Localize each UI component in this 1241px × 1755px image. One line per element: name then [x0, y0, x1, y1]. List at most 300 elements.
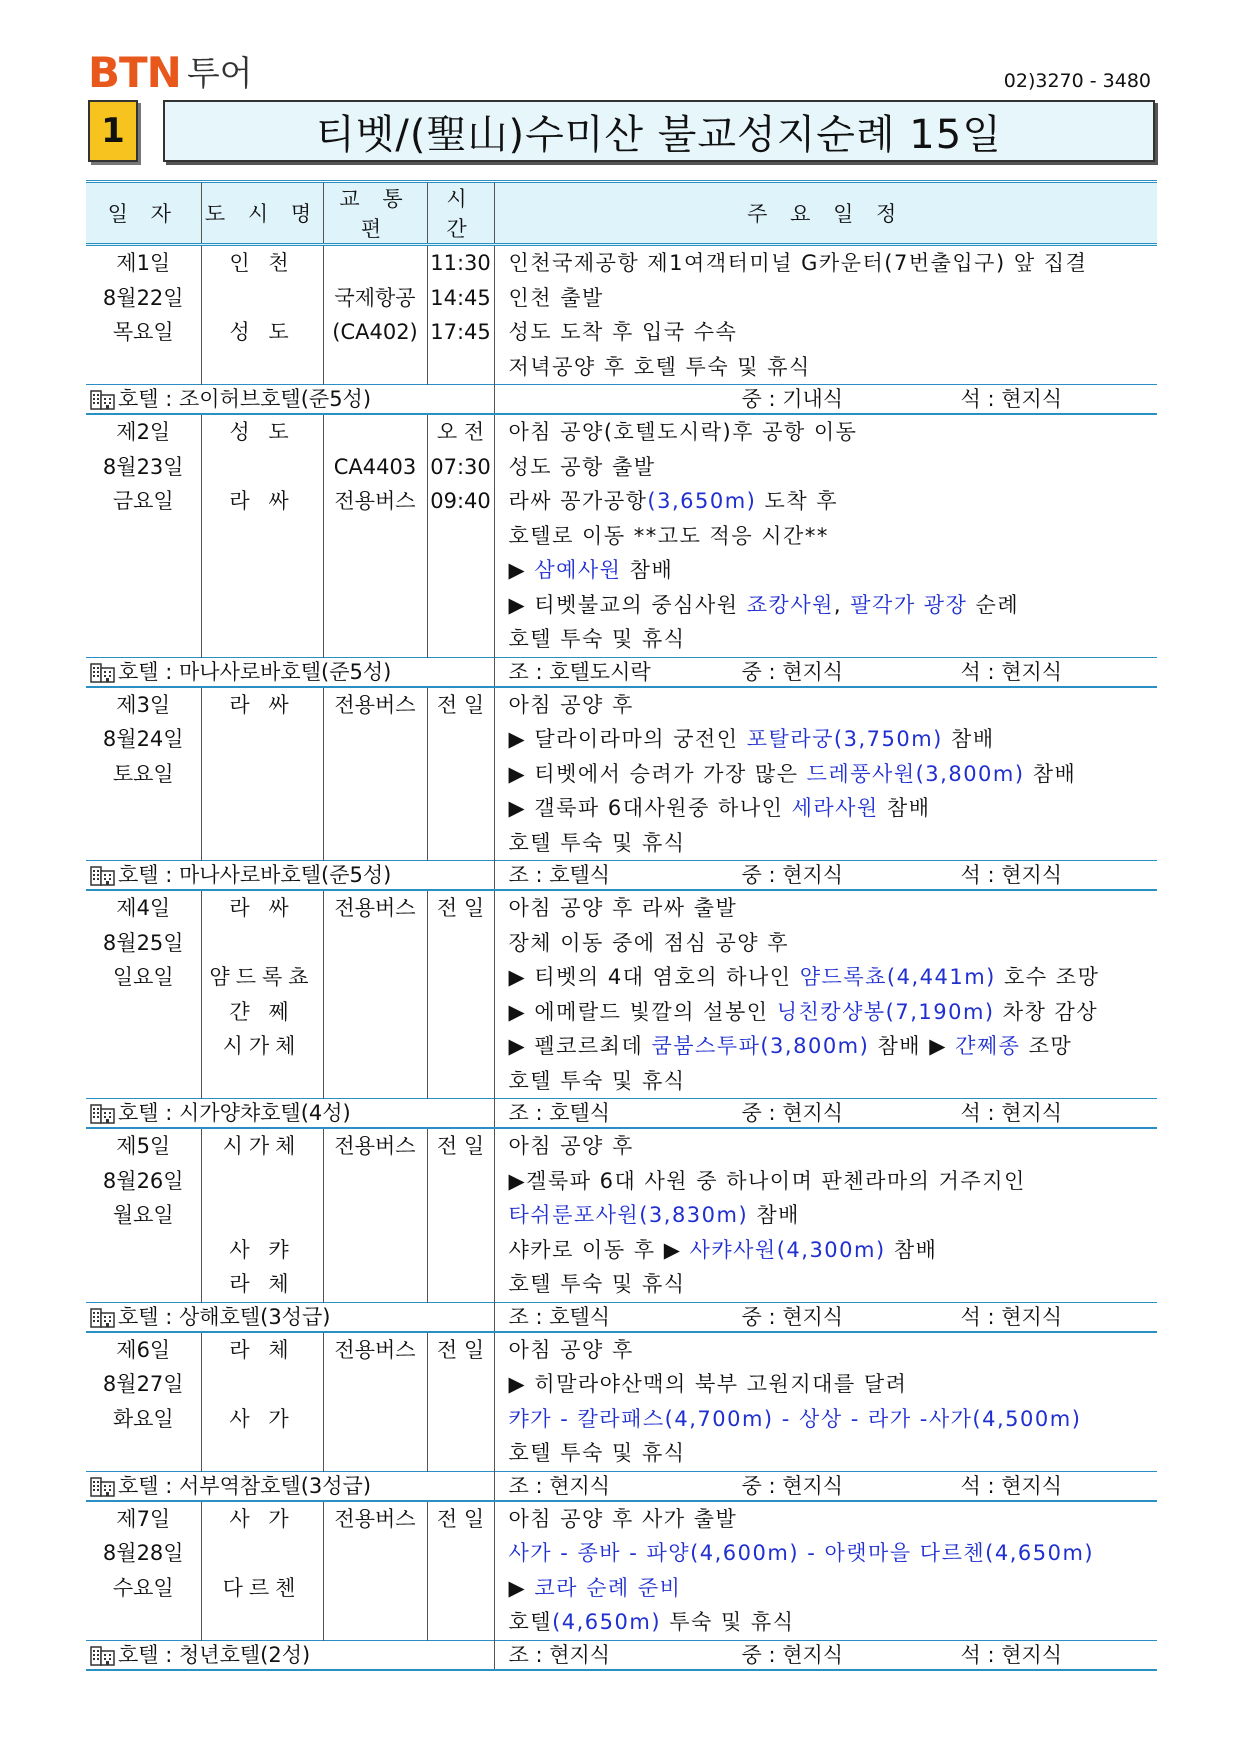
city-cell-line: [202, 926, 323, 961]
transport-cell: [323, 245, 427, 385]
transport-cell-line: [324, 1402, 427, 1437]
highlight-place: 세라사원: [791, 796, 879, 820]
city-cell-line: 인 천: [229, 251, 295, 275]
highlight-place: 갼쩨종: [955, 1034, 1021, 1058]
time-cell-line: [428, 350, 494, 385]
day-row: [86, 1332, 1157, 1472]
schedule-text: ▶ 히말라야산맥의 북부 고원지대를 달려: [508, 1372, 908, 1396]
schedule-line: [495, 995, 1158, 1030]
col-header-city: 도 시 명: [201, 182, 323, 245]
schedule-line: [495, 1064, 1158, 1099]
city-cell: [201, 245, 323, 385]
city-cell-line: [202, 281, 323, 316]
city-cell-line: [202, 826, 323, 861]
highlight-place: 얌드록쵸(4,441m): [799, 965, 996, 989]
date-cell-line: [86, 519, 201, 554]
meal-lunch: 중 : 현지식: [741, 1101, 844, 1125]
time-cell-line: [428, 826, 494, 861]
transport-cell-line: 전용버스: [334, 1337, 416, 1362]
date-cell-line: [86, 553, 201, 588]
transport-cell-line: [324, 1164, 427, 1199]
city-cell-line: 라 체: [229, 1272, 295, 1296]
meal-dinner: 석 : 현지식: [960, 1101, 1063, 1125]
company-logo: [88, 48, 253, 97]
transport-cell-line: [324, 1536, 427, 1571]
date-cell-line: [86, 826, 201, 861]
transport-cell-line: [324, 1267, 427, 1302]
date-cell-line: [86, 791, 201, 826]
schedule-line: [495, 553, 1158, 588]
city-cell: [201, 414, 323, 657]
schedule-text: 아침 공양 후: [508, 1337, 634, 1362]
city-cell: [201, 1501, 323, 1641]
date-cell-line: 제3일: [116, 692, 171, 717]
city-cell-line: 사 가: [229, 1406, 295, 1431]
transport-cell: [323, 1501, 427, 1641]
hotel-name: 호텔 : 상해호텔(3성급): [118, 1304, 331, 1329]
time-cell: [427, 1501, 494, 1641]
city-cell-line: [202, 1064, 323, 1099]
city-cell-line: 갼 쩨: [229, 999, 295, 1024]
time-cell-line: [428, 960, 494, 995]
schedule-text: ▶: [508, 1575, 535, 1600]
meal-breakfast: 조 : 현지식: [508, 1473, 611, 1498]
time-cell-line: 오 전: [436, 420, 485, 444]
hotel-cell: [86, 1099, 494, 1129]
time-cell-line: [428, 553, 494, 588]
meals-cell: [494, 385, 1157, 415]
schedule-line: [495, 826, 1158, 861]
highlight-place: 캬가 - 칼라패스(4,700m) - 상상 - 라가 -사가(4,500m): [508, 1406, 1082, 1431]
schedule-line: [495, 891, 1158, 926]
hotel-name: 호텔 : 시가양챠호텔(4성): [118, 1101, 351, 1125]
highlight-place: 드레풍사원(3,800m): [806, 761, 1025, 786]
transport-cell-line: [324, 1064, 427, 1099]
day-row: [86, 414, 1157, 657]
meal-lunch: 중 : 현지식: [741, 1642, 844, 1667]
transport-cell-line: (CA402): [332, 320, 418, 344]
time-cell-line: [428, 588, 494, 623]
hotel-name: 호텔 : 청년호텔(2성): [118, 1642, 311, 1667]
schedule-text: 호텔 투숙 및 휴식: [508, 627, 686, 651]
hotel-building-icon: [90, 864, 116, 886]
schedule-text: 참배: [878, 796, 931, 820]
hotel-building-icon: [90, 1475, 116, 1497]
day-row: [86, 1128, 1157, 1302]
hotel-meal-row: [86, 861, 1157, 891]
meal-dinner: 석 : 현지식: [960, 1473, 1063, 1498]
schedule-text: 참배: [621, 558, 674, 582]
schedule-text: 투숙 및 휴식: [661, 1610, 795, 1634]
city-cell-line: [202, 1198, 323, 1233]
time-cell-line: [428, 995, 494, 1030]
time-cell-line: [428, 1402, 494, 1437]
hotel-name: 호텔 : 조이허브호텔(준5성): [118, 387, 372, 411]
hotel-cell: [86, 1471, 494, 1501]
transport-cell-line: 전용버스: [334, 1506, 416, 1531]
hotel-meal-row: [86, 385, 1157, 415]
meal-lunch: 중 : 현지식: [741, 1473, 844, 1498]
schedule-text: 참배: [1024, 761, 1077, 786]
schedule-text: 호텔 투숙 및 휴식: [508, 1441, 686, 1465]
date-cell-line: [86, 1233, 201, 1268]
transport-cell-line: [324, 246, 427, 281]
hotel-name: 호텔 : 마나사로바호텔(준5성): [118, 659, 392, 684]
transport-cell: [323, 1128, 427, 1302]
schedule-line: [495, 1436, 1158, 1471]
schedule-line: [495, 1402, 1158, 1437]
hotel-meal-row: [86, 1471, 1157, 1501]
schedule-text: 아침 공양(호텔도시락)후 공항 이동: [508, 420, 858, 444]
hotel-name: 호텔 : 서부역참호텔(3성급): [118, 1473, 372, 1498]
highlight-place: 삼예사원: [534, 558, 622, 582]
schedule-text: 라싸 꽁가공항: [508, 489, 648, 513]
date-cell: [86, 414, 201, 657]
transport-cell-line: 전용버스: [334, 692, 416, 717]
transport-cell-line: 전용버스: [334, 896, 416, 920]
date-cell: [86, 687, 201, 861]
schedule-text: 샤카로 이동 후 ▶: [508, 1237, 690, 1262]
transport-cell-line: 전용버스: [334, 1134, 416, 1158]
schedule-text: 참배: [885, 1237, 938, 1262]
date-cell-line: 제4일: [116, 896, 171, 920]
time-cell-line: [428, 926, 494, 961]
schedule-text: ,: [833, 592, 851, 617]
highlight-place: 쿰붐스투파(3,800m): [651, 1034, 870, 1058]
date-cell-line: 8월26일: [102, 1168, 184, 1193]
schedule-line: [495, 1164, 1158, 1199]
schedule-text: 장체 이동 중에 점심 공양 후: [508, 930, 790, 955]
highlight-place: 팔각가 광장: [850, 592, 968, 617]
transport-cell-line: [324, 1029, 427, 1064]
schedule-line: [495, 246, 1158, 281]
schedule-line: [495, 926, 1158, 961]
schedule-text: 성도 공항 출발: [508, 454, 656, 479]
city-cell-line: [202, 1436, 323, 1471]
meal-dinner: 석 : 현지식: [960, 387, 1063, 411]
meal-lunch: 중 : 현지식: [741, 863, 844, 887]
highlight-place: 타쉬룬포사원(3,830m): [508, 1203, 749, 1227]
schedule-text: 아침 공양 후: [508, 1134, 634, 1158]
hotel-building-icon: [90, 388, 116, 410]
highlight-place: (3,650m): [647, 489, 757, 513]
city-cell-line: 사 가: [229, 1506, 295, 1531]
schedule-text: 호텔로 이동 **고도 적응 시간**: [508, 523, 829, 548]
time-cell-line: [428, 1605, 494, 1640]
highlight-place: 코라 순례 준비: [534, 1575, 682, 1600]
schedule-text: 호텔 투숙 및 휴식: [508, 1068, 686, 1093]
city-cell-line: [202, 588, 323, 623]
city-cell-line: 라 싸: [229, 489, 295, 513]
date-cell-line: 일요일: [112, 965, 174, 989]
date-cell-line: [86, 622, 201, 657]
meals-cell: [494, 1302, 1157, 1332]
hotel-cell: [86, 657, 494, 687]
city-cell-line: [202, 722, 323, 757]
city-cell-line: 라 싸: [229, 896, 295, 920]
highlight-place: 포탈라궁(3,750m): [746, 727, 943, 751]
schedule-text: 호텔 투숙 및 휴식: [508, 830, 686, 855]
schedule-line: [495, 588, 1158, 623]
meal-dinner: 석 : 현지식: [960, 659, 1063, 684]
hotel-cell: [86, 861, 494, 891]
transport-cell: [323, 414, 427, 657]
time-cell-line: [428, 1233, 494, 1268]
hotel-cell: [86, 1640, 494, 1670]
schedule-line: [495, 1605, 1158, 1640]
transport-cell-line: [324, 826, 427, 861]
schedule-text: ▶ 티벳의 4대 염호의 하나인: [508, 965, 800, 989]
transport-cell-line: [324, 350, 427, 385]
date-cell-line: 화요일: [112, 1406, 174, 1431]
time-cell-line: [428, 519, 494, 554]
time-cell-line: [428, 1267, 494, 1302]
meal-lunch: 중 : 현지식: [741, 659, 844, 684]
transport-cell-line: [324, 1571, 427, 1606]
schedule-text: 도착 후: [756, 489, 839, 513]
meal-breakfast: 조 : 현지식: [508, 1642, 611, 1667]
date-cell-line: 토요일: [112, 761, 174, 786]
transport-cell-line: CA4403: [333, 454, 417, 479]
meal-breakfast: 조 : 호텔식: [508, 1304, 611, 1329]
city-cell-line: 성 도: [229, 420, 295, 444]
time-cell-line: [428, 791, 494, 826]
schedule-text: ▶ 펠코르최데: [508, 1034, 652, 1058]
schedule-line: [495, 688, 1158, 723]
transport-cell-line: [324, 1198, 427, 1233]
date-cell-line: 제1일: [116, 251, 171, 275]
hotel-cell: [86, 385, 494, 415]
transport-cell-line: [324, 1436, 427, 1471]
city-cell-line: [202, 622, 323, 657]
transport-cell-line: [324, 553, 427, 588]
meal-breakfast: 조 : 호텔도시락: [508, 659, 651, 684]
transport-cell-line: [324, 960, 427, 995]
date-cell-line: [86, 1605, 201, 1640]
date-cell-line: [86, 1436, 201, 1471]
schedule-line: [495, 1571, 1158, 1606]
city-cell-line: [202, 1164, 323, 1199]
day-row: [86, 1501, 1157, 1641]
date-cell-line: 금요일: [112, 489, 174, 513]
meal-lunch: 중 : 현지식: [741, 1304, 844, 1329]
schedule-text: ▶: [508, 558, 535, 582]
date-cell-line: 제2일: [116, 420, 171, 444]
transport-cell-line: [324, 995, 427, 1030]
schedule-text: ▶ 갤룩파 6대사원중 하나인: [508, 796, 792, 820]
schedule-cell: [494, 890, 1157, 1099]
city-cell-line: [202, 757, 323, 792]
city-cell-line: 라 싸: [229, 692, 295, 717]
time-cell-line: [428, 1164, 494, 1199]
hotel-meal-row: [86, 657, 1157, 687]
schedule-line: [495, 1029, 1158, 1064]
time-cell: [427, 245, 494, 385]
day-row: [86, 890, 1157, 1099]
schedule-line: [495, 1233, 1158, 1268]
meal-dinner: 석 : 현지식: [960, 1304, 1063, 1329]
city-cell: [201, 687, 323, 861]
schedule-line: [495, 757, 1158, 792]
transport-cell-line: [324, 791, 427, 826]
schedule-text: 참배: [748, 1203, 800, 1227]
transport-cell: [323, 687, 427, 861]
schedule-line: [495, 960, 1158, 995]
schedule-text: 호수 조망: [995, 965, 1100, 989]
meals-cell: [494, 861, 1157, 891]
schedule-text: 아침 공양 후 사가 출발: [508, 1506, 738, 1531]
transport-cell-line: [324, 926, 427, 961]
date-cell-line: 8월23일: [102, 454, 184, 479]
city-cell-line: [202, 1367, 323, 1402]
city-cell: [201, 1128, 323, 1302]
hotel-meal-row: [86, 1640, 1157, 1670]
date-cell-line: 월요일: [112, 1203, 174, 1227]
schedule-text: 성도 도착 후 입국 수속: [508, 320, 738, 344]
city-cell-line: 시가체: [222, 1134, 302, 1158]
day-row: [86, 687, 1157, 861]
schedule-line: [495, 315, 1158, 350]
schedule-text: 호텔 투숙 및 휴식: [508, 1272, 686, 1296]
time-cell: [427, 414, 494, 657]
transport-cell-line: [324, 415, 427, 450]
city-cell-line: 다르첸: [222, 1575, 302, 1600]
date-cell-line: 수요일: [112, 1575, 174, 1600]
col-header-transport: 교 통 편: [323, 182, 427, 245]
meal-lunch: 중 : 기내식: [741, 387, 844, 411]
time-cell-line: 14:45: [430, 285, 491, 310]
meals-cell: [494, 1471, 1157, 1501]
itinerary-table: [86, 180, 1157, 1671]
time-cell-line: 07:30: [430, 454, 491, 479]
date-cell-line: 제7일: [116, 1506, 171, 1531]
transport-cell-line: [324, 1367, 427, 1402]
date-cell: [86, 245, 201, 385]
meal-dinner: 석 : 현지식: [960, 1642, 1063, 1667]
col-header-time: 시 간: [427, 182, 494, 245]
time-cell-line: [428, 1198, 494, 1233]
schedule-line: [495, 450, 1158, 485]
col-header-date: 일 자: [86, 182, 201, 245]
city-cell-line: [202, 553, 323, 588]
transport-cell-line: [324, 1233, 427, 1268]
time-cell: [427, 1332, 494, 1472]
schedule-text: 차창 감상: [994, 999, 1099, 1024]
date-cell-line: [86, 1064, 201, 1099]
highlight-place: (4,650m): [552, 1610, 662, 1634]
schedule-line: [495, 1333, 1158, 1368]
table-header-row: [86, 182, 1157, 245]
date-cell-line: [86, 588, 201, 623]
schedule-text: 저녁공양 후 호텔 투숙 및 휴식: [508, 354, 811, 379]
schedule-line: [495, 791, 1158, 826]
meal-dinner: 석 : 현지식: [960, 863, 1063, 887]
meal-breakfast: 조 : 호텔식: [508, 1101, 611, 1125]
transport-cell: [323, 1332, 427, 1472]
schedule-line: [495, 484, 1158, 519]
schedule-text: 아침 공양 후 라싸 출발: [508, 896, 738, 920]
schedule-cell: [494, 1128, 1157, 1302]
schedule-line: [495, 1367, 1158, 1402]
col-header-schedule: 주 요 일 정: [494, 182, 1157, 245]
date-cell-line: 제6일: [116, 1337, 171, 1362]
time-cell-line: [428, 1571, 494, 1606]
time-cell-line: 전 일: [436, 692, 485, 717]
schedule-line: [495, 519, 1158, 554]
hotel-meal-row: [86, 1099, 1157, 1129]
schedule-text: 아침 공양 후: [508, 692, 634, 717]
schedule-line: [495, 415, 1158, 450]
itinerary-number-badge: 1: [88, 100, 138, 162]
date-cell: [86, 1501, 201, 1641]
schedule-text: 순례: [967, 592, 1020, 617]
city-cell: [201, 890, 323, 1099]
schedule-text: ▶ 티벳불교의 중심사원: [508, 592, 747, 617]
city-cell-line: [202, 350, 323, 385]
time-cell-line: [428, 1064, 494, 1099]
time-cell-line: [428, 722, 494, 757]
city-cell-line: 얌드록쵸: [209, 965, 315, 989]
highlight-place: 사캬사원(4,300m): [689, 1237, 886, 1262]
logo-btn-text: BTN: [88, 48, 181, 97]
time-cell-line: 전 일: [436, 1134, 485, 1158]
transport-cell: [323, 890, 427, 1099]
city-cell-line: [202, 1536, 323, 1571]
date-cell: [86, 890, 201, 1099]
date-cell-line: [86, 350, 201, 385]
schedule-text: ▶ 에메랄드 빛깔의 설봉인: [508, 999, 777, 1024]
schedule-text: 호텔: [508, 1610, 553, 1634]
time-cell: [427, 687, 494, 861]
schedule-text: 조망: [1020, 1034, 1073, 1058]
time-cell-line: 전 일: [436, 896, 485, 920]
hotel-building-icon: [90, 661, 116, 683]
date-cell-line: 8월27일: [102, 1372, 184, 1396]
date-cell-line: 목요일: [112, 320, 174, 344]
time-cell-line: 17:45: [430, 320, 491, 344]
schedule-text: 인천 출발: [508, 285, 604, 310]
schedule-text: 참배: [942, 727, 995, 751]
time-cell-line: 09:40: [430, 489, 491, 513]
date-cell-line: 제5일: [116, 1134, 171, 1158]
date-cell: [86, 1128, 201, 1302]
hotel-building-icon: [90, 1306, 116, 1328]
highlight-place: 닝친캉샹봉(7,190m): [776, 999, 995, 1024]
hotel-name: 호텔 : 마나사로바호텔(준5성): [118, 863, 392, 887]
itinerary-body: [86, 245, 1157, 1670]
city-cell-line: 시가체: [222, 1034, 302, 1058]
hotel-meal-row: [86, 1302, 1157, 1332]
transport-cell-line: 전용버스: [334, 489, 416, 513]
time-cell-line: [428, 622, 494, 657]
schedule-text: 인천국제공항 제1여객터미널 G카운터(7번출입구) 앞 집결: [508, 251, 1088, 275]
transport-cell-line: [324, 622, 427, 657]
city-cell-line: 라 체: [229, 1337, 295, 1362]
phone-number: 02)3270 - 3480: [1003, 70, 1151, 92]
schedule-cell: [494, 687, 1157, 861]
hotel-cell: [86, 1302, 494, 1332]
transport-cell-line: [324, 1605, 427, 1640]
schedule-line: [495, 1198, 1158, 1233]
page-title: 티벳/(聖山)수미산 불교성지순례 15일: [163, 100, 1155, 162]
time-cell: [427, 1128, 494, 1302]
schedule-cell: [494, 245, 1157, 385]
transport-cell-line: [324, 722, 427, 757]
meals-cell: [494, 1099, 1157, 1129]
transport-cell-line: [324, 757, 427, 792]
meals-cell: [494, 657, 1157, 687]
transport-cell-line: [324, 519, 427, 554]
